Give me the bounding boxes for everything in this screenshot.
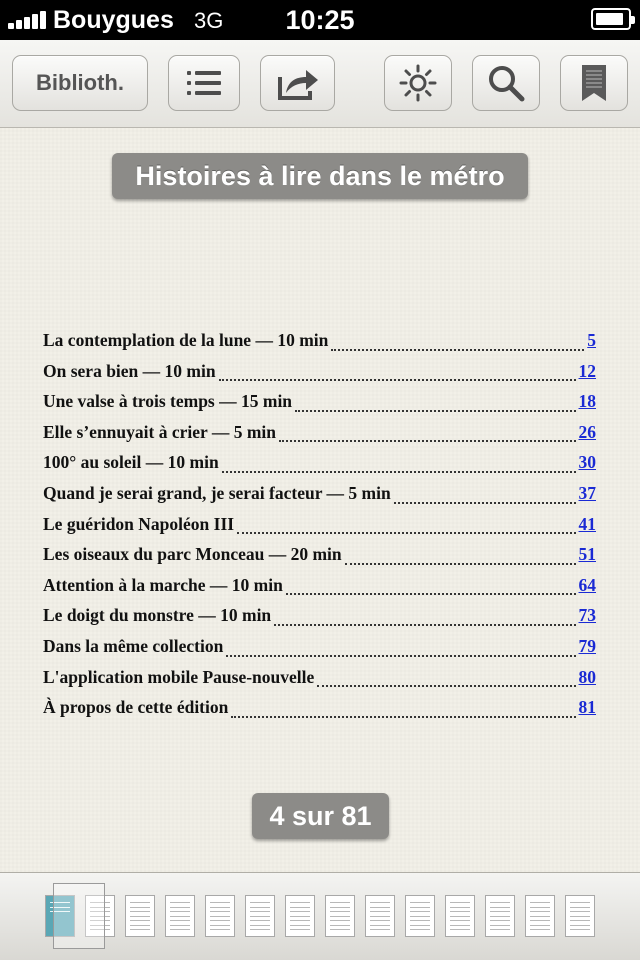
search-icon xyxy=(486,63,526,103)
page-thumbnail[interactable] xyxy=(205,895,235,937)
page-thumbnail[interactable] xyxy=(445,895,475,937)
toc-dot-leader xyxy=(237,532,575,534)
toc-entry[interactable] xyxy=(43,422,596,453)
toc-entry[interactable] xyxy=(43,452,596,483)
toc-entry[interactable] xyxy=(43,667,596,698)
status-time: 10:25 xyxy=(285,5,355,35)
page-thumbnail[interactable] xyxy=(165,895,195,937)
page-thumbnail[interactable] xyxy=(125,895,155,937)
toc-entry-title: Le doigt du monstre — 10 min xyxy=(43,605,272,626)
page-thumbnail[interactable] xyxy=(525,895,555,937)
reader-toolbar xyxy=(0,40,640,128)
toc-entry-title: La contemplation de la lune — 10 min xyxy=(43,330,329,350)
toc-entry[interactable] xyxy=(43,605,596,636)
toc-entry[interactable] xyxy=(43,544,596,575)
toc-entry-title: Une valse à trois temps — 15 min xyxy=(43,391,293,412)
page-thumbnail[interactable] xyxy=(365,895,395,937)
toc-page-link[interactable]: 26 xyxy=(578,421,596,442)
toc-page-link[interactable]: 5 xyxy=(587,330,596,350)
page-scrubber[interactable] xyxy=(0,872,640,960)
toc-dot-leader xyxy=(279,440,576,442)
page-thumbnail[interactable] xyxy=(325,895,355,937)
current-page-marker[interactable] xyxy=(53,883,105,949)
list-icon xyxy=(186,68,222,98)
table-of-contents xyxy=(43,330,596,728)
toc-entry-title: L'application mobile Pause-nouvelle xyxy=(43,666,315,687)
status-bar xyxy=(0,0,640,40)
toc-dot-leader xyxy=(394,502,576,504)
toc-page-link[interactable]: 12 xyxy=(578,360,596,381)
share-icon xyxy=(276,65,320,101)
toc-dot-leader xyxy=(331,349,584,351)
search-button[interactable] xyxy=(472,55,540,111)
toc-page-link[interactable]: 64 xyxy=(578,574,596,595)
bookmark-button[interactable] xyxy=(560,55,628,111)
page-thumbnail[interactable] xyxy=(245,895,275,937)
library-button[interactable]: Biblioth. xyxy=(12,55,148,111)
book-page[interactable] xyxy=(0,128,640,872)
page-indicator: 4 sur 81 xyxy=(252,793,389,839)
toc-entry[interactable] xyxy=(43,636,596,667)
toc-entry[interactable] xyxy=(43,330,596,361)
toc-dot-leader xyxy=(219,379,576,381)
toc-entry[interactable] xyxy=(43,391,596,422)
toc-entry[interactable] xyxy=(43,514,596,545)
toc-entry-title: 100° au soleil — 10 min xyxy=(43,452,219,473)
network-type: 3G xyxy=(194,8,224,33)
brightness-icon xyxy=(399,64,437,102)
toc-page-link[interactable]: 79 xyxy=(578,635,596,656)
carrier-name: Bouygues xyxy=(53,6,174,34)
brightness-button[interactable] xyxy=(384,55,452,111)
toc-dot-leader xyxy=(222,471,576,473)
page-thumbnail[interactable] xyxy=(485,895,515,937)
toc-page-link[interactable]: 30 xyxy=(578,452,596,473)
toc-page-link[interactable]: 18 xyxy=(578,391,596,412)
toc-dot-leader xyxy=(317,685,575,687)
toc-dot-leader xyxy=(274,624,575,626)
toc-page-link[interactable]: 73 xyxy=(578,605,596,626)
toc-page-link[interactable]: 80 xyxy=(578,666,596,687)
toc-page-link[interactable]: 81 xyxy=(578,697,596,718)
contents-button[interactable] xyxy=(168,55,240,111)
toc-entry-title: À propos de cette édition xyxy=(43,697,229,718)
toc-dot-leader xyxy=(226,655,575,657)
share-button[interactable] xyxy=(260,55,335,111)
toc-entry-title: Quand je serai grand, je serai facteur — 5 min xyxy=(43,482,391,503)
page-thumbnail[interactable] xyxy=(285,895,315,937)
toc-dot-leader xyxy=(286,593,576,595)
toc-entry[interactable] xyxy=(43,697,596,728)
toc-dot-leader xyxy=(345,563,576,565)
toc-dot-leader xyxy=(231,716,575,718)
toc-page-link[interactable]: 51 xyxy=(578,544,596,565)
page-thumbnail[interactable] xyxy=(405,895,435,937)
toc-dot-leader xyxy=(295,410,575,412)
toc-entry[interactable] xyxy=(43,575,596,606)
toc-entry-title: Dans la même collection xyxy=(43,635,224,656)
toc-page-link[interactable]: 37 xyxy=(578,482,596,503)
toc-entry-title: Le guéridon Napoléon III xyxy=(43,513,235,534)
toc-entry-title: Attention à la marche — 10 min xyxy=(43,574,283,595)
page-thumbnail[interactable] xyxy=(565,895,595,937)
book-title: Histoires à lire dans le métro xyxy=(112,153,528,199)
toc-entry-title: On sera bien — 10 min xyxy=(43,360,216,381)
bookmark-icon xyxy=(579,63,609,103)
toc-entry[interactable] xyxy=(43,361,596,392)
toc-entry-title: Les oiseaux du parc Monceau — 20 min xyxy=(43,544,342,565)
toc-page-link[interactable]: 41 xyxy=(578,513,596,534)
toc-entry-title: Elle s’ennuyait à crier — 5 min xyxy=(43,421,276,442)
toc-entry[interactable] xyxy=(43,483,596,514)
battery-icon xyxy=(591,8,631,30)
